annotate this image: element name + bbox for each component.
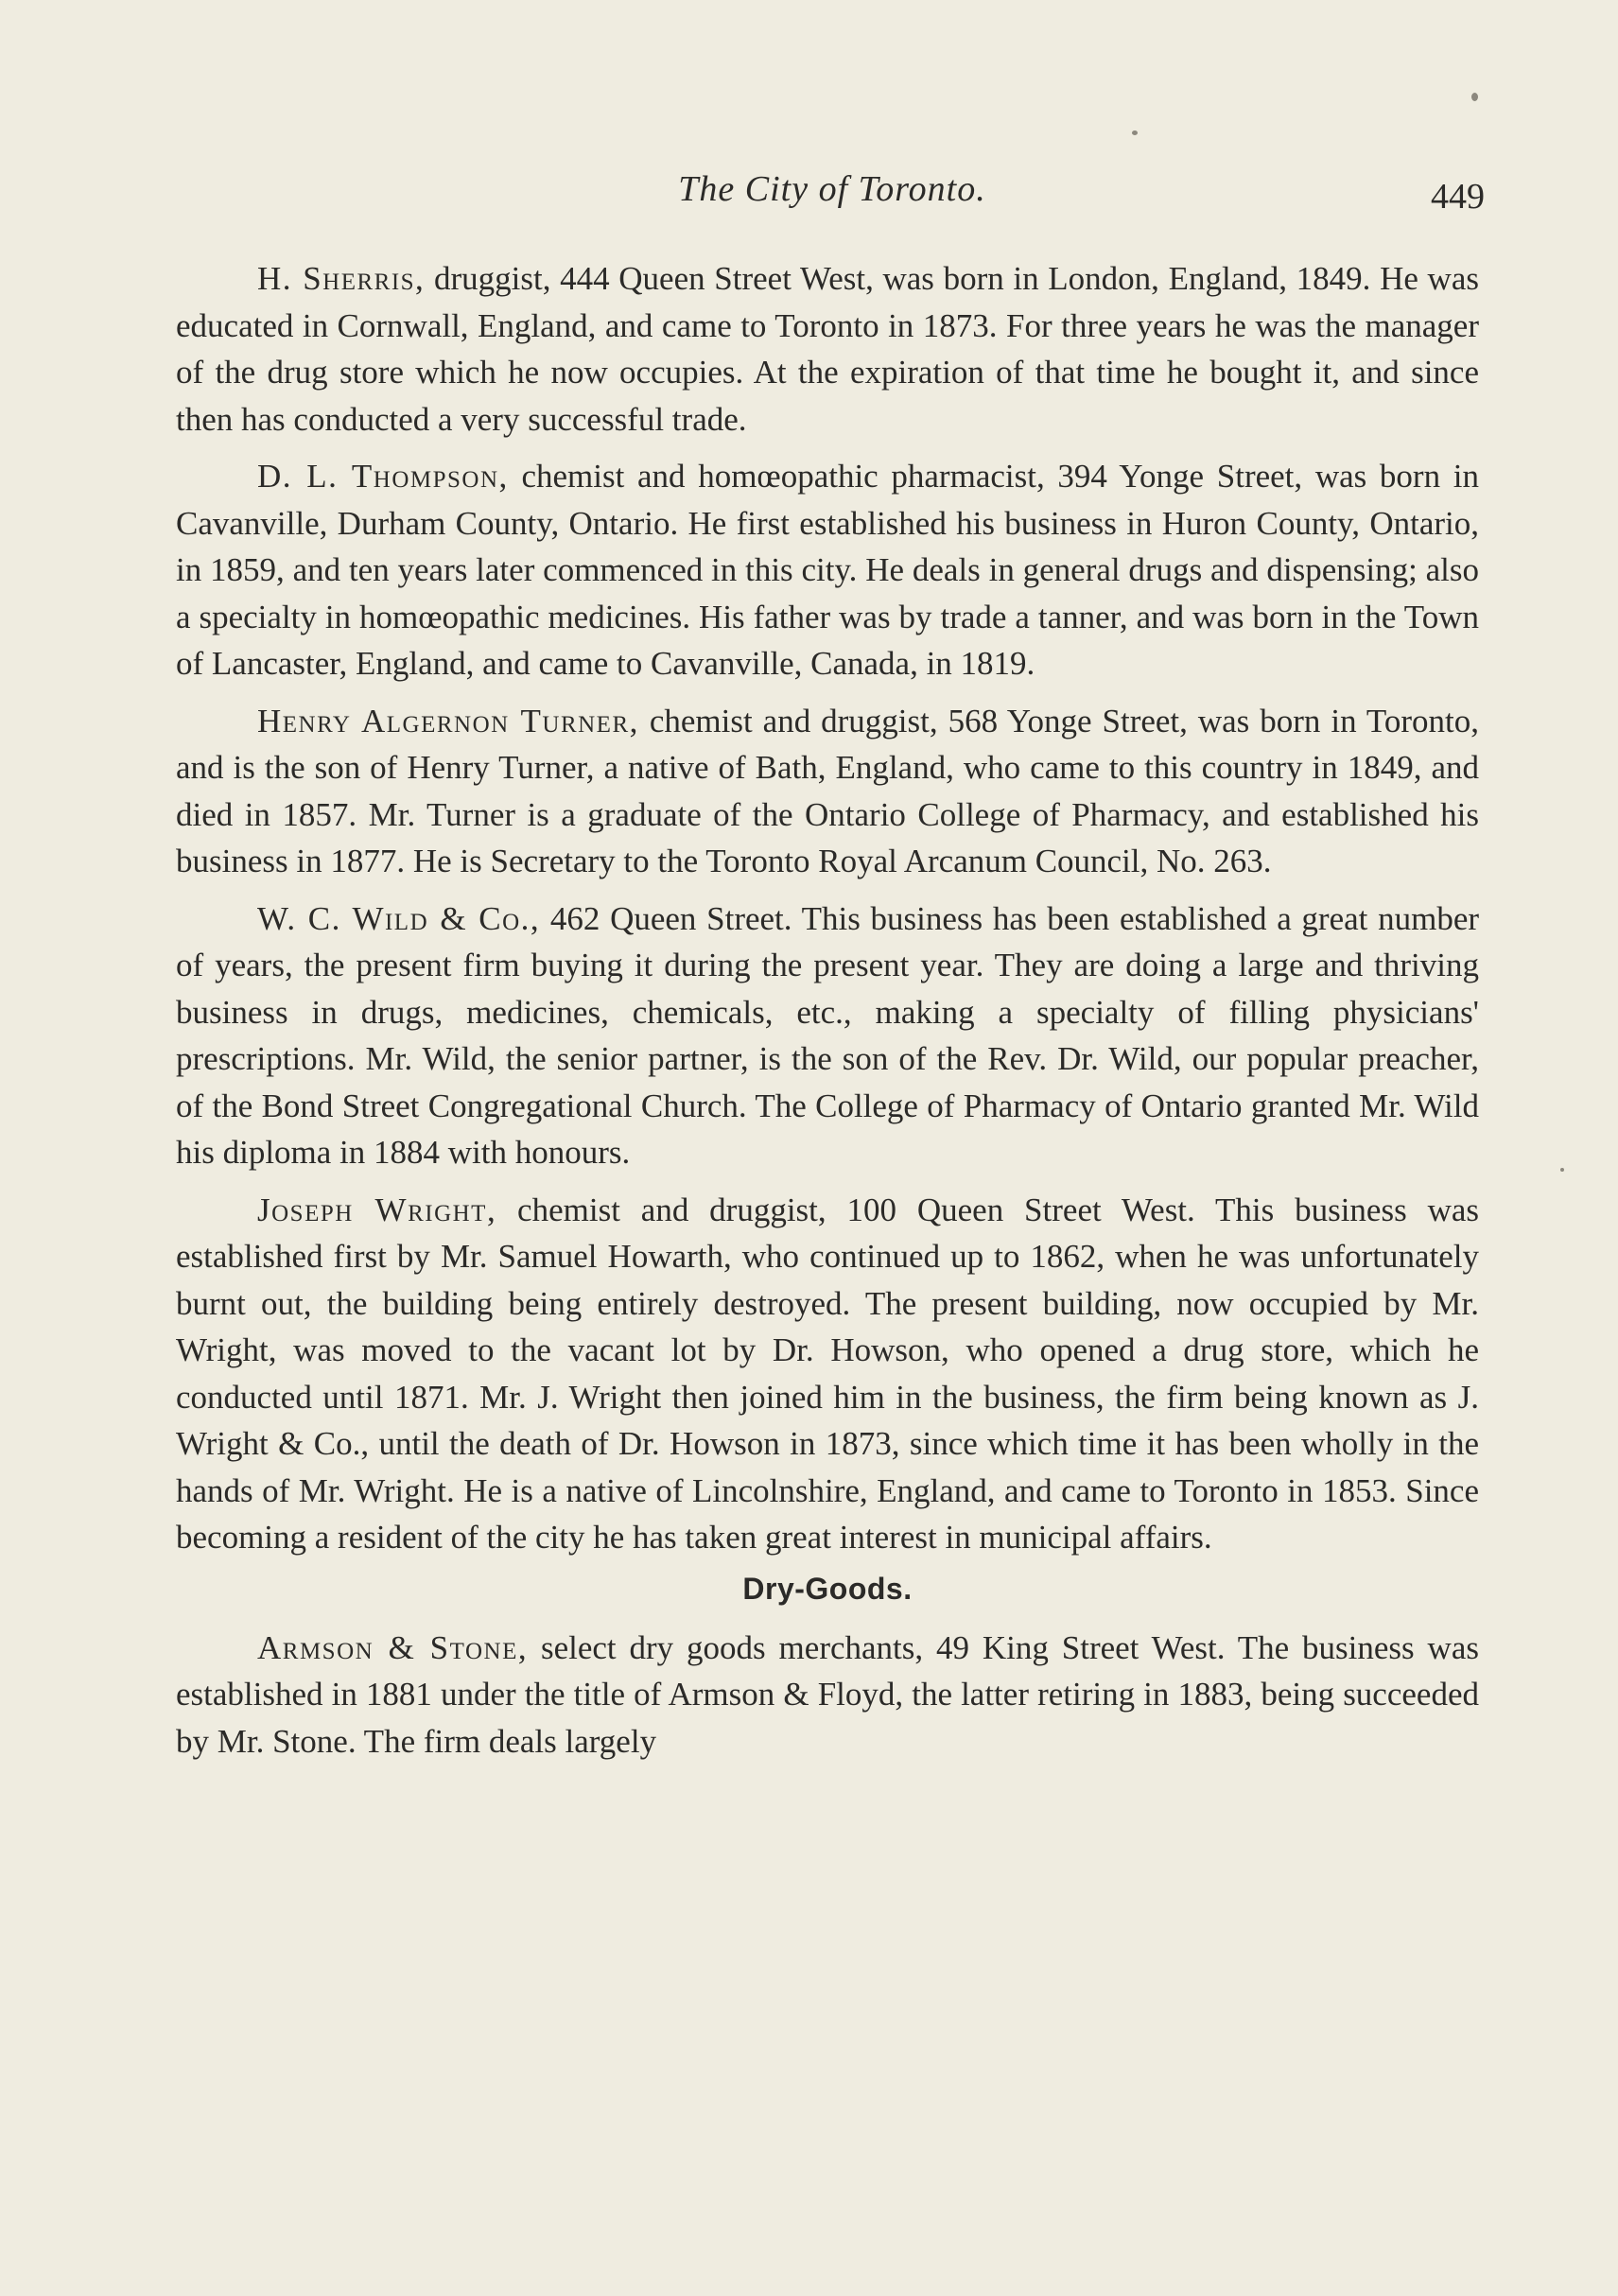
entry-name: W. C. Wild & Co., bbox=[257, 899, 541, 937]
print-speck bbox=[1560, 1168, 1564, 1172]
body-text bbox=[176, 255, 1479, 1775]
print-speck bbox=[1132, 130, 1138, 135]
entry-name: Joseph Wright, bbox=[257, 1191, 497, 1228]
running-title: The City of Toronto. bbox=[678, 169, 986, 209]
entry-text: select dry goods merchants, 49 King Street West. The business was established in 1881 under the title of Armson & Floyd, the latter retiring in 1883, being succeeded by Mr. Stone. The firm deals largely bbox=[176, 1628, 1479, 1760]
entry-name: D. L. Thompson, bbox=[257, 458, 509, 495]
entry-paragraph bbox=[176, 698, 1479, 885]
entry-paragraph bbox=[176, 896, 1479, 1176]
entry-text: chemist and druggist, 100 Queen Street West. This business was established first by Mr. Samuel Howarth, who continued up to 1862, when he was unfortunately burnt out, the building being entirely destroyed. The present building, now occupied by Mr. Wright, was moved to the vacant lot by Dr. Howson, who opened a drug store, which he conducted until 1871. Mr. J. Wright then joined him in the business, the firm being known as J. Wright & Co., until the death of Dr. Howson in 1873, since which time it has been wholly in the hands of Mr. Wright. He is a native of Lincolnshire, England, and came to Toronto in 1853. Since becoming a resident of the city he has taken great interest in municipal affairs. bbox=[176, 1191, 1479, 1556]
section-heading: Dry-Goods. bbox=[742, 1571, 913, 1606]
print-speck bbox=[1471, 93, 1478, 101]
page-number: 449 bbox=[1431, 177, 1485, 217]
entry-text: chemist and druggist, 568 Yonge Street, was born in Toronto, and is the son of Henry Turner, a native of Bath, England, who came to this country in 1849, and died in 1857. Mr. Turner is a graduate of the Ontario College of Pharmacy, and established his business in 1877. He is Secretary to the Toronto Royal Arcanum Council, No. 263. bbox=[176, 702, 1479, 879]
entry-text: druggist, 444 Queen Street West, was born in London, England, 1849. He was educated in Cornwall, England, and came to Toronto in 1873. For three years he was the manager of the drug store which he now occupies. At the expiration of that time he bought it, and since then has conducted a very successful trade. bbox=[176, 260, 1479, 438]
entry-paragraph bbox=[176, 1625, 1479, 1765]
entry-paragraph bbox=[176, 453, 1479, 687]
entry-text: chemist and homœopathic pharmacist, 394 Yonge Street, was born in Cavanville, Durham County, Ontario. He first established his business in Huron County, Ontario, in 1859, and ten years later commenced in this city. He deals in general drugs and dispensing; also a specialty in homœopathic medicines. His father was by trade a tanner, and was born in the Town of Lancaster, England, and came to Cavanville, Canada, in 1819. bbox=[176, 458, 1479, 682]
entry-name: Armson & Stone, bbox=[257, 1628, 529, 1666]
running-head bbox=[180, 168, 1485, 225]
entry-name: Henry Algernon Turner, bbox=[257, 702, 639, 739]
entry-paragraph bbox=[176, 1187, 1479, 1561]
entry-name: H. Sherris, bbox=[257, 260, 426, 297]
entry-paragraph bbox=[176, 255, 1479, 443]
entry-text: 462 Queen Street. This business has been established a great number of years, the present firm buying it during the present year. They are doing a large and thriving business in drugs, medicines, chemicals, etc., making a specialty of filling physicians' prescriptions. Mr. Wild, the senior partner, is the son of the Rev. Dr. Wild, our popular preacher, of the Bond Street Congregational Church. The College of Pharmacy of Ontario granted Mr. Wild his diploma in 1884 with honours. bbox=[176, 899, 1480, 1171]
